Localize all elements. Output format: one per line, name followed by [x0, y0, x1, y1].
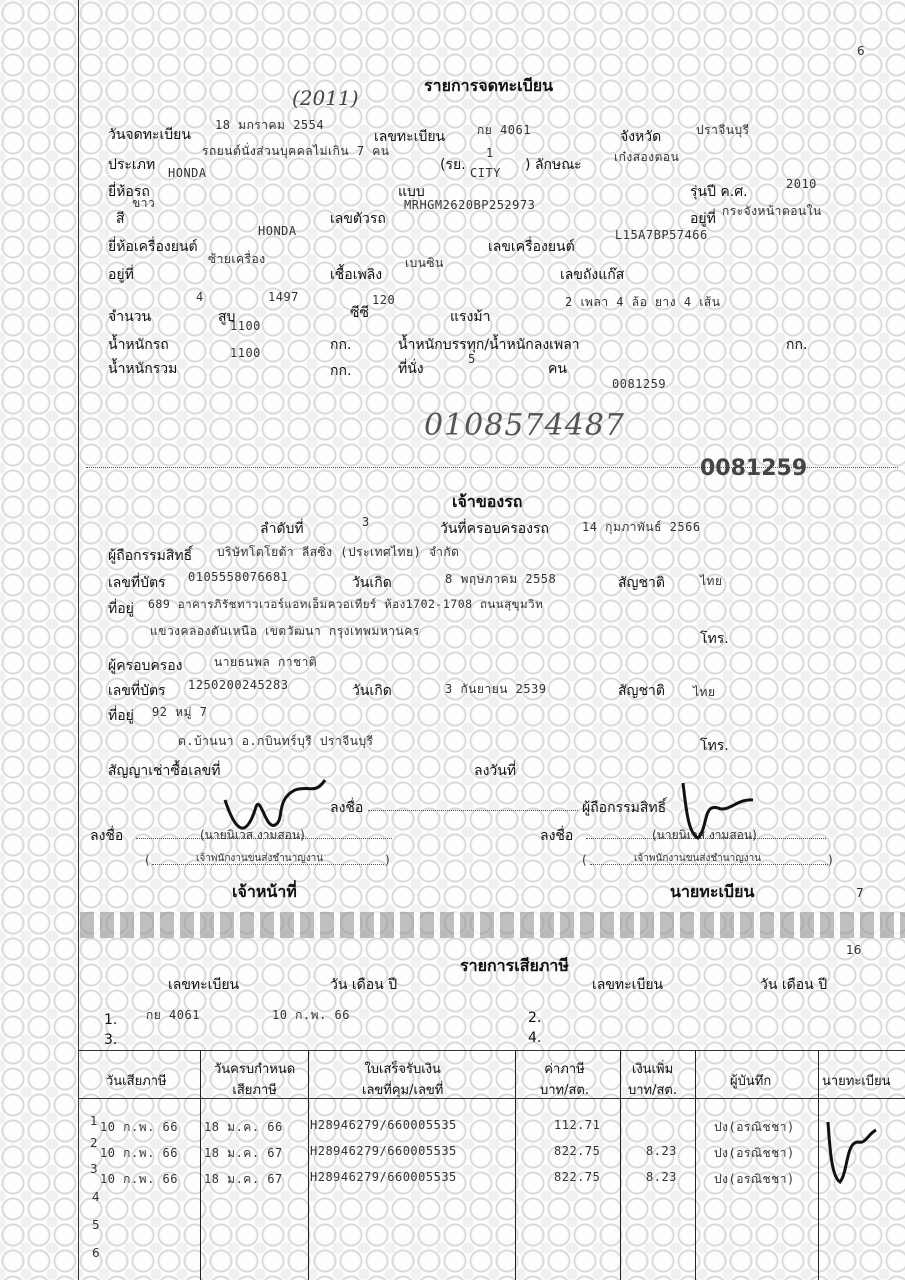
col-tax: ค่าภาษี บาท/สต. [540, 1062, 590, 1098]
tel-label: โทร. [700, 631, 729, 647]
chassis-number: MRHGM2620BP252973 [404, 198, 536, 212]
tax-table-top [78, 1050, 905, 1051]
chassis-loc-label: อยู่ที่ [690, 211, 716, 227]
tax-hdr-date-right: วัน เดือน ปี [760, 977, 828, 993]
total-weight-label: น้ำหนักรวม [108, 361, 178, 377]
row-index: 3 [90, 1162, 98, 1176]
addr-label: ที่อยู่ [108, 601, 134, 617]
occupant-id: 1250200245283 [188, 678, 289, 692]
registrar-label: นายทะเบียน [670, 882, 755, 901]
reg-date: 18 มกราคม 2554 [215, 118, 325, 132]
id2-label: เลขที่บัตร [108, 683, 166, 699]
style-value: เก๋งสองตอน [614, 150, 680, 164]
serial-big: 0081259 [700, 456, 808, 481]
row-index-empty: 4 [92, 1190, 100, 1204]
birth2-label: วันเกิด [352, 683, 392, 699]
left-sign-title: เจ้าพนักงานขนส่งชำนาญงาน [196, 853, 324, 864]
row-receipt: H28946279/660005535 [310, 1118, 457, 1132]
seats-label: ที่นั่ง [398, 361, 424, 377]
col-paid-date: วันเสียภาษี [106, 1074, 167, 1089]
holder: บริษัทโตโยต้า ลีสซิ่ง (ประเทศไทย) จำกัด [217, 545, 460, 559]
plate-label: เลขทะเบียน [374, 129, 446, 145]
cylinders: 4 [196, 290, 204, 304]
ry-label: (รย. [440, 157, 466, 173]
fuel: เบนซิน [405, 256, 444, 270]
horsepower: 120 [372, 293, 396, 307]
tax-reg-plate-1: กย 4061 [146, 1008, 200, 1022]
type-label: ประเภท [108, 157, 156, 173]
addr2-label: ที่อยู่ [108, 708, 134, 724]
occupant-addr-1: 92 หมู่ 7 [152, 705, 208, 719]
holder-id: 0105558076681 [188, 570, 289, 584]
qty-label: จำนวน [108, 309, 152, 325]
holder-label: ผู้ถือกรรมสิทธิ์ [108, 548, 193, 564]
tax-reg-date-1: 10 ก.พ. 66 [272, 1008, 350, 1022]
plate: กย 4061 [477, 123, 531, 137]
row-index: 1 [90, 1114, 98, 1128]
model-label: แบบ [398, 184, 425, 200]
id-label: เลขที่บัตร [108, 575, 166, 591]
model-year: 2010 [786, 177, 817, 191]
total-weight: 1100 [230, 346, 261, 360]
engine-loc-label: อยู่ที่ [108, 267, 134, 283]
row-receipt: H28946279/660005535 [310, 1170, 457, 1184]
holder-nat: ไทย [700, 574, 723, 588]
order-label: ลำดับที่ [260, 521, 304, 537]
color-label: สี [116, 211, 125, 227]
row-receipt: H28946279/660005535 [310, 1144, 457, 1158]
right-sign-title: เจ้าพนักงานขนส่งชำนาญงาน [634, 853, 762, 864]
possession-label: วันที่ครอบครองรถ [440, 521, 549, 537]
chassis-label: เลขตัวรถ [330, 211, 386, 227]
load-label: น้ำหนักบรรทุก/น้ำหนักลงเพลา [398, 337, 580, 353]
cyl-label: สูบ [218, 309, 236, 325]
tax-hdr-plate-left: เลขทะเบียน [168, 977, 240, 993]
row-index-empty: 6 [92, 1246, 100, 1260]
style-label: ) ลักษณะ [525, 157, 582, 173]
holder-addr-2: แขวงคลองตันเหนือ เขตวัฒนา กรุงเทพมหานคร [150, 624, 420, 638]
left-margin-line [78, 0, 79, 1280]
reg-date-label: วันจดทะเบียน [108, 127, 191, 143]
chassis-location: กระจังหน้าตอนใน [722, 204, 822, 218]
row-due: 18 ม.ค. 67 [204, 1172, 283, 1186]
row-paid: 10 ก.พ. 66 [100, 1146, 178, 1160]
nat2-label: สัญชาติ [618, 683, 665, 699]
row-recorder: ปง(อรณิชชา) [714, 1120, 795, 1134]
holder-addr-1: 689 อาคารภิรัชทาวเวอร์แอทเอ็มควอเทียร์ ห้อง1702-1708 ถนนสุขุมวิท [148, 597, 544, 611]
nat-label: สัญชาติ [618, 575, 665, 591]
col-due-date: วันครบกำหนด เสียภาษี [214, 1062, 296, 1098]
occupant-nat: ไทย [693, 685, 716, 699]
left-sign-name: (นายนิเวส งามสอน) [200, 828, 305, 842]
tax-reg-no-4: 4. [528, 1030, 542, 1046]
handwritten-number: 0108574487 [424, 408, 625, 443]
tel2-label: โทร. [700, 738, 729, 754]
row-due: 18 ม.ค. 67 [204, 1146, 283, 1160]
row-tax: 822.75 [554, 1170, 601, 1184]
seats: 5 [468, 352, 476, 366]
officer-signature-icon [215, 770, 335, 850]
tax-hdr-date-left: วัน เดือน ปี [330, 977, 398, 993]
year-label: รุ่นปี ค.ศ. [690, 184, 748, 200]
row-index: 2 [90, 1136, 98, 1150]
row-extra: 8.23 [646, 1144, 677, 1158]
handwritten-year: (2011) [292, 86, 359, 110]
lease-date-label: ลงวันที่ [474, 763, 517, 779]
engine-location: ซ้ายเครื่อง [208, 252, 266, 266]
tax-hdr-plate-right: เลขทะเบียน [592, 977, 664, 993]
axle-info: 2 เพลา 4 ล้อ ยาง 4 เส้น [565, 295, 721, 309]
holder-birth: 8 พฤษภาคม 2558 [445, 572, 557, 586]
perforation-band [80, 912, 905, 938]
owner-title: เจ้าของรถ [452, 492, 523, 511]
birth-label: วันเกิด [352, 575, 392, 591]
tax-table-header-bottom [78, 1098, 905, 1099]
registrar-signature-icon [668, 778, 768, 858]
row-due: 18 ม.ค. 66 [204, 1120, 283, 1134]
tax-title: รายการเสียภาษี [460, 956, 569, 975]
vehicle-registration-page: 6 รายการจดทะเบียน (2011) วันจดทะเบียน 18 มกราคม 2554 เลขทะเบียน กย 4061 จังหวัด ปราจีนบุรี รถยนต์นั่งส่วนบุคคลไม่เกิน 7 คน ประเภท (รย. 1 ) ลักษณะ เก๋งสองตอน HONDA CITY ยี่ห้อรถ แบบ รุ่นปี ค.ศ. 2010 ขาว MRHGM2620BP252973 กระจังหน้าตอนใน สี เลขตัวรถ อยู่ที่ HONDA L15A7BP57466 ยี่ห้อเครื่องยนต์ เลขเครื่องยนต์ ซ้ายเครื่อง เบนซิน อยู่ที่ เชื้อเพลิง เลขถังแก๊ส 4 1497 120 2 เพลา 4 ล้อ ยาง 4 เส้น จำนวน สูบ ซีซี แรงม้า 1100 น้ำหนักรถ กก. น้ำหนักบรรทุก/น้ำหนักลงเพลา กก. 1100 5 น้ำหนักรวม กก. ที่นั่ง คน 0081259 0108574487 0081259 เจ้าของรถ ลำดับที่ 3 วันที่ครอบครองรถ 14 กุมภาพันธ์ 2566 ผู้ถือกรรมสิทธิ์ บริษัทโตโยต้า ลีสซิ่ง (ประเทศไทย) จำกัด เลขที่บัตร 0105558076681 วันเกิด 8 พฤษภาคม 2558 สัญชาติ ไทย ที่อยู่ 689 อาคารภิรัชทาวเวอร์แอทเอ็มควอเทียร์ ห้อง1702-1708 ถนนสุขุมวิท แขวงคลองตันเหนือ เขตวัฒนา กรุงเทพมหานคร โทร. ผู้ครอบครอง นายธนพล กาชาติ เลขที่บัตร 1250200245283 วันเกิด 3 กันยายน 2539 สัญชาติ ไทย ที่อยู่ 92 หมู่ 7 ต.บ้านนา อ.กบินทร์บุรี ปราจีนบุรี โทร. สัญญาเช่าซื้อเลขที่ ลงวันที่ ลงชื่อ ผู้ถือกรรมสิทธิ์ ลงชื่อ (นายนิเวส งามสอน) ( เจ้าพนักงานขนส่งชำนาญงาน ) เจ้าหน้าที่ ลงชื่อ (นายนิเวส งามสอน) ( เจ้าพนักงานขนส่งชำนาญงาน ) นายทะเบียน 7 16 รายการเสียภาษี เลขทะเบียน วัน เดือน ปี เลขทะเบียน วัน เดือน ปี 1. กย 4061 10 ก.พ. 66 2. 3. 4. วันเสียภาษี วันครบกำหนด เสียภาษี ใบเสร็จรับเงิน เลขที่คุม/เลขที่ ค่าภาษี บาท/สต. เงินเพิ่ม บาท/สต. ผู้บันทึก นายทะเบียน 1 10 ก.พ. 66 18 ม.ค. 66 H28946279/660005535 112.71 ปง(อรณิชชา) 2 10 ก.พ. 66 18 ม.ค. 67 H28946279/660005535 822.75 8.23 ปง(อรณิชชา) 3 10 ก.พ. 66 18 ม.ค. 67 H28946279/660005535 822.75 8.23 ปง(อรณิชชา) 4 5 6 [0, 0, 905, 1280]
brand: HONDA [168, 166, 207, 180]
holder-sign-line [368, 810, 578, 811]
row-tax: 112.71 [554, 1118, 601, 1132]
model: CITY [470, 166, 501, 180]
load-kg-label: กก. [786, 337, 808, 353]
kg-label: กก. [330, 337, 352, 353]
tax-reg-no-3: 3. [104, 1032, 118, 1048]
occupant-addr-2: ต.บ้านนา อ.กบินทร์บุรี ปราจีนบุรี [178, 734, 374, 748]
tax-reg-no-2: 2. [528, 1010, 542, 1026]
holder-sign-label: ลงชื่อ [330, 800, 364, 816]
row-paid: 10 ก.พ. 66 [100, 1172, 178, 1186]
cc-label: ซีซี [350, 305, 370, 321]
ry-value: 1 [486, 146, 494, 160]
right-sign-name: (นายนิเวส งามสอน) [652, 828, 757, 842]
engine-brand-label: ยี่ห้อเครื่องยนต์ [108, 239, 198, 255]
province-label: จังหวัด [620, 129, 662, 145]
row-recorder: ปง(อรณิชชา) [714, 1146, 795, 1160]
engine-cc: 1497 [268, 290, 299, 304]
fuel-label: เชื้อเพลิง [330, 267, 383, 283]
car-weight: 1100 [230, 319, 261, 333]
serial-number: 0081259 [612, 377, 667, 391]
row-index-empty: 5 [92, 1218, 100, 1232]
brand-label: ยี่ห้อรถ [108, 184, 150, 200]
holder-sign-title: ผู้ถือกรรมสิทธิ์ [582, 800, 667, 816]
lease-label: สัญญาเช่าซื้อเลขที่ [108, 763, 221, 779]
registration-title: รายการจดทะเบียน [424, 76, 554, 95]
page-number-top: 6 [857, 44, 865, 58]
possession-date: 14 กุมภาพันธ์ 2566 [582, 520, 701, 534]
occupant-birth: 3 กันยายน 2539 [445, 682, 547, 696]
page-number-mid: 7 [856, 886, 864, 900]
gas-tank-label: เลขถังแก๊ส [560, 267, 625, 283]
persons-label: คน [548, 361, 567, 377]
occupant-label: ผู้ครอบครอง [108, 658, 183, 674]
order: 3 [362, 515, 370, 529]
engine-number: L15A7BP57466 [615, 228, 708, 242]
occupant: นายธนพล กาชาติ [214, 655, 318, 669]
row-tax: 822.75 [554, 1144, 601, 1158]
car-weight-label: น้ำหนักรถ [108, 337, 169, 353]
col-registrar: นายทะเบียน [822, 1074, 891, 1089]
left-sign-label: ลงชื่อ [90, 828, 124, 844]
engine-no-label: เลขเครื่องยนต์ [488, 239, 575, 255]
officer-label: เจ้าหน้าที่ [232, 882, 297, 901]
registrar-tax-signature-icon [818, 1112, 878, 1192]
col-receipt: ใบเสร็จรับเงิน เลขที่คุม/เลขที่ [362, 1062, 444, 1098]
total-kg-label: กก. [330, 363, 352, 379]
tax-reg-no-1: 1. [104, 1012, 118, 1028]
hp-label: แรงม้า [450, 309, 491, 325]
engine-brand: HONDA [258, 224, 297, 238]
row-extra: 8.23 [646, 1170, 677, 1184]
vehicle-type: รถยนต์นั่งส่วนบุคคลไม่เกิน 7 คน [202, 144, 390, 158]
row-recorder: ปง(อรณิชชา) [714, 1172, 795, 1186]
col-recorder: ผู้บันทึก [730, 1074, 772, 1089]
color: ขาว [132, 196, 156, 210]
row-paid: 10 ก.พ. 66 [100, 1120, 178, 1134]
province: ปราจีนบุรี [696, 123, 750, 137]
right-sign-label: ลงชื่อ [540, 828, 574, 844]
page-number-bottom: 16 [846, 943, 862, 957]
col-extra: เงินเพิ่ม บาท/สต. [628, 1062, 678, 1098]
